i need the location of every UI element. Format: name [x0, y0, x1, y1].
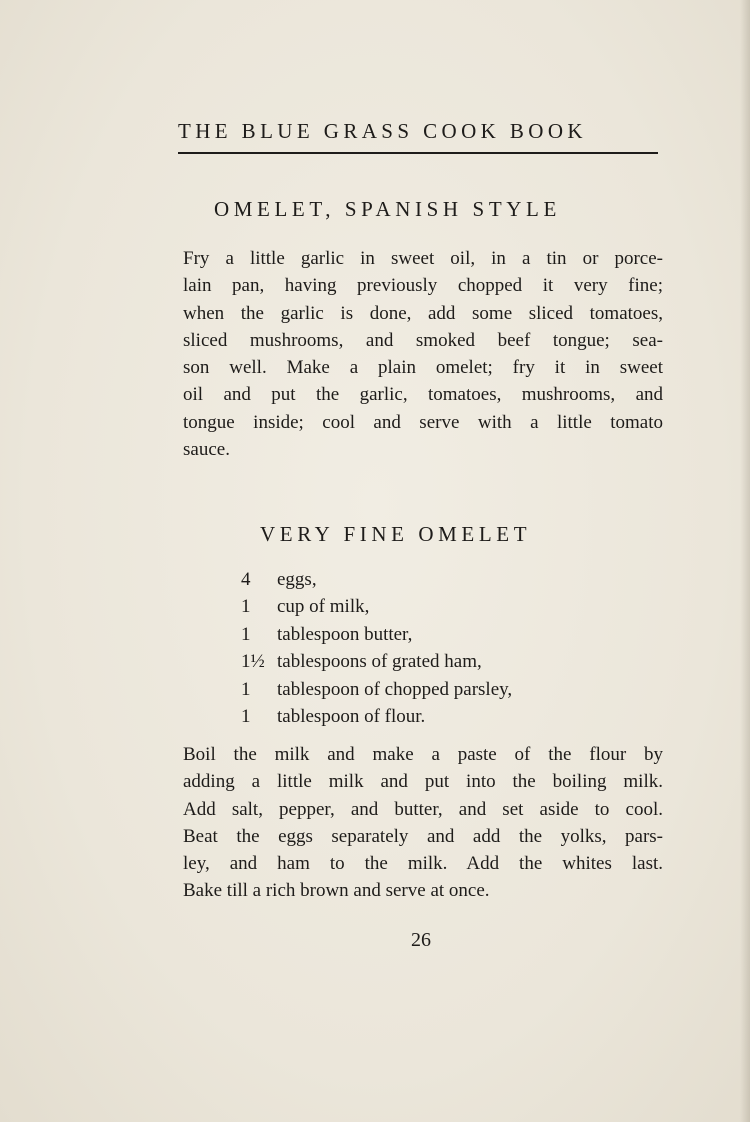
- ingredient-list: [241, 566, 512, 730]
- ingredient-item: [241, 676, 512, 703]
- text-line: when the garlic is done, add some sliced tomatoes,: [183, 302, 663, 324]
- text-line: sauce.: [183, 439, 230, 461]
- ingredient-item: [241, 593, 512, 620]
- ingredient-quantity: 1½: [241, 651, 265, 673]
- ingredient-quantity: 1: [241, 678, 251, 700]
- ingredient-name: cup of milk,: [277, 596, 370, 618]
- recipe-title-spanish-omelet: OMELET, SPANISH STYLE: [214, 197, 561, 221]
- header-rule: [178, 152, 658, 154]
- ingredient-name: eggs,: [277, 569, 317, 590]
- text-line: tongue inside; cool and serve with a little tomato: [183, 411, 663, 433]
- page-number: 26: [411, 929, 431, 951]
- ingredient-item: [241, 703, 512, 730]
- text-line: son well. Make a plain omelet; fry it in sweet: [183, 357, 663, 379]
- text-line: lain pan, having previously chopped it very fine;: [183, 275, 663, 297]
- text-line: ley, and ham to the milk. Add the whites last.: [183, 853, 663, 875]
- recipe-title-very-fine-omelet: VERY FINE OMELET: [260, 522, 532, 546]
- ingredient-quantity: 1: [241, 706, 251, 728]
- ingredient-item: [241, 621, 512, 648]
- ingredient-name: tablespoon of flour.: [277, 706, 426, 728]
- text-line: sliced mushrooms, and smoked beef tongue; sea-: [183, 329, 663, 351]
- text-line: adding a little milk and put into the boiling milk.: [183, 771, 663, 793]
- ingredient-item: [241, 648, 512, 675]
- recipe-instructions-very-fine-omelet: [183, 741, 663, 905]
- text-line: Beat the eggs separately and add the yolks, pars-: [183, 825, 663, 847]
- ingredient-quantity: 4: [241, 569, 251, 590]
- text-line: Fry a little garlic in sweet oil, in a tin or porce-: [183, 248, 663, 269]
- ingredient-item: [241, 566, 512, 593]
- ingredient-name: tablespoons of grated ham,: [277, 651, 482, 673]
- running-head: THE BLUE GRASS COOK BOOK: [178, 119, 587, 143]
- text-line: Bake till a rich brown and serve at once.: [183, 880, 490, 902]
- ingredient-quantity: 1: [241, 623, 251, 645]
- text-line: Boil the milk and make a paste of the flour by: [183, 744, 663, 765]
- text-line: Add salt, pepper, and butter, and set aside to cool.: [183, 798, 663, 820]
- recipe-instructions-spanish-omelet: [183, 245, 663, 463]
- page-edge-shadow: [740, 0, 750, 1122]
- text-line: oil and put the garlic, tomatoes, mushrooms, and: [183, 384, 663, 406]
- ingredient-name: tablespoon of chopped parsley,: [277, 678, 513, 700]
- ingredient-quantity: 1: [241, 596, 251, 618]
- ingredient-name: tablespoon butter,: [277, 623, 413, 645]
